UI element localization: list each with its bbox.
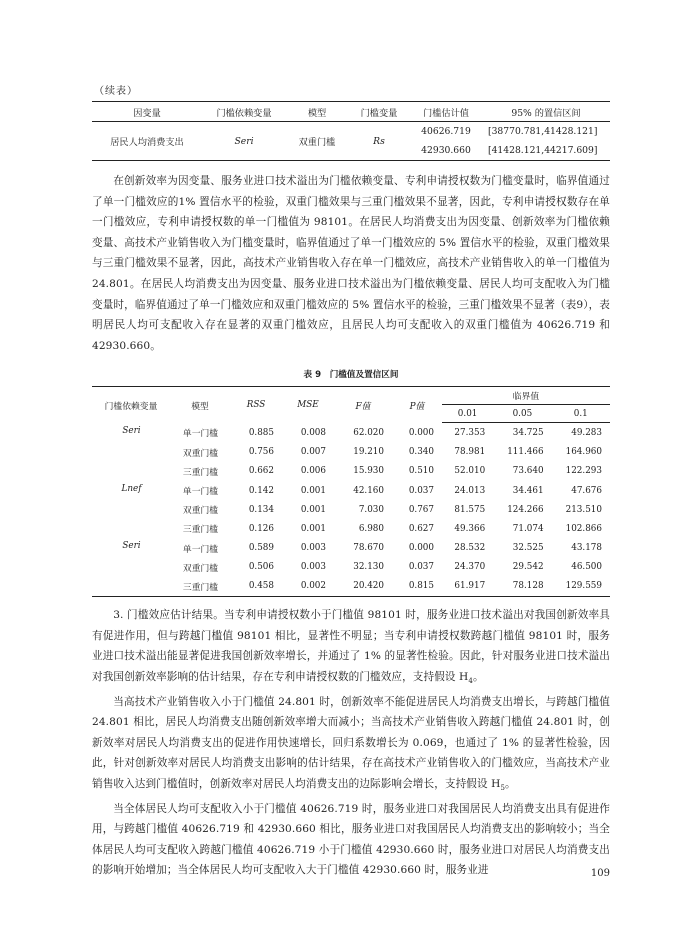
cell-f: 32.130	[353, 562, 384, 573]
cell-crit-005: 111.466	[507, 447, 544, 458]
cell-rss: 0.126	[248, 523, 274, 534]
header-critical: 临界值	[442, 387, 610, 405]
cell-mse: 0.002	[300, 581, 326, 592]
table-row	[92, 519, 610, 538]
cell-crit-01: 47.676	[571, 485, 602, 496]
header-dependent: 因变量	[92, 102, 202, 122]
cell-crit-005: 32.525	[512, 543, 544, 554]
cell-mse: 0.003	[300, 562, 326, 573]
header-f: F值	[355, 401, 371, 412]
cell-dependent: 居民人均消费支出	[110, 137, 184, 148]
header-rss: RSS	[246, 400, 266, 411]
cell-crit-001: 78.981	[454, 447, 486, 458]
cell-crit-001: 52.010	[454, 466, 486, 477]
cell-rss: 0.506	[248, 562, 274, 573]
paragraph-2	[92, 605, 610, 691]
table9-caption: 表 9 门槛值及置信区间	[303, 370, 399, 381]
header-crit-005: 0.05	[493, 405, 551, 423]
cell-crit-005: 124.266	[507, 504, 544, 515]
cell-crit-01: 43.178	[571, 543, 602, 554]
cell-f: 62.020	[353, 427, 384, 438]
cell-rss: 0.589	[248, 543, 274, 554]
cell-crit-001: 24.013	[454, 485, 486, 496]
cell-crit-005: 78.128	[512, 581, 544, 592]
cell-ci: [41428.121,44217.609]	[488, 145, 598, 156]
cell-crit-001: 49.366	[454, 523, 486, 534]
cell-model: 双重门槛	[182, 448, 219, 459]
cell-mse: 0.001	[300, 485, 326, 496]
cell-crit-001: 24.370	[454, 562, 486, 573]
cell-model: 三重门槛	[182, 525, 219, 536]
cell-f: 6.980	[358, 523, 384, 534]
cell-model: 双重门槛	[182, 563, 219, 574]
continued-label: （续表）	[94, 86, 138, 97]
cell-f: 19.210	[353, 447, 384, 458]
cell-model: 双重门槛	[182, 506, 219, 517]
cell-p: 0.000	[408, 543, 434, 554]
table9-header-row	[92, 387, 610, 405]
cell-mse: 0.007	[300, 447, 326, 458]
table-row	[92, 481, 610, 500]
cell-threshold-var: Rs	[373, 135, 385, 147]
header-model: 模型	[286, 102, 348, 122]
cell-mse: 0.001	[300, 523, 326, 534]
cell-dep-var: Seri	[122, 425, 141, 436]
cell-model: 三重门槛	[182, 467, 219, 478]
cell-dep-var: Lnef	[121, 483, 142, 494]
cell-crit-005: 71.074	[512, 523, 544, 534]
paragraph-2-end: 。	[472, 670, 484, 683]
cell-f: 42.160	[353, 485, 384, 496]
cell-p: 0.340	[408, 447, 434, 458]
header-dependent-var: 门槛依赖变量	[202, 102, 286, 122]
cell-rss: 0.134	[248, 504, 274, 515]
cell-estimate: 42930.660	[421, 145, 471, 156]
cell-crit-001: 28.532	[454, 543, 486, 554]
cell-crit-01: 129.559	[565, 581, 602, 592]
cell-dep-var: Seri	[122, 541, 141, 552]
cell-crit-005: 73.640	[512, 466, 544, 477]
header-model: 模型	[191, 401, 209, 412]
paragraph-2-sub: 4	[468, 676, 473, 685]
header-mse: MSE	[297, 400, 319, 411]
cell-mse: 0.006	[300, 466, 326, 477]
cell-crit-01: 46.500	[571, 562, 602, 573]
page-number: 109	[590, 868, 610, 879]
cell-f: 7.030	[358, 504, 384, 515]
header-threshold-var: 门槛变量	[348, 102, 410, 122]
table-row	[92, 443, 610, 462]
cell-crit-005: 34.725	[512, 427, 544, 438]
cell-estimate: 40626.719	[421, 126, 471, 137]
header-estimate: 门槛估计值	[410, 102, 482, 122]
cell-crit-01: 213.510	[565, 504, 602, 515]
cell-rss: 0.662	[248, 466, 274, 477]
table-row	[92, 462, 610, 481]
cell-rss: 0.885	[248, 427, 274, 438]
table-continued	[92, 101, 610, 161]
table9	[92, 386, 610, 597]
cell-crit-001: 81.575	[454, 504, 486, 515]
cell-p: 0.000	[408, 427, 434, 438]
cell-model: 单一门槛	[182, 487, 219, 497]
cell-mse: 0.001	[300, 504, 326, 515]
cell-crit-01: 122.293	[565, 466, 602, 477]
cell-rss: 0.142	[248, 485, 274, 496]
cell-p: 0.510	[408, 466, 434, 477]
paragraph-3	[92, 692, 610, 799]
table-row	[92, 538, 610, 557]
cell-model: 三重门槛	[182, 582, 219, 593]
paragraph-3-sub: 5	[500, 784, 506, 792]
paragraph-2-text: 3. 门槛效应估计结果。当专利申请授权数小于门槛值 98101 时，服务业进口技术溢出对我国创新效率具有促进作用，但与跨越门槛值 98101 相比，显著性不明显；当专利申请授权数跨越门槛值 98101 时，服务业进口技术溢出能显著促进我国创新效率增长，并通过了 1% 的显著性检验。因此，针对服务业进口技术溢出对我国创新效率影响的估计结果，存在专利申请授权数的门槛效应，支持假设 H	[92, 609, 610, 683]
page-content	[92, 82, 610, 881]
header-p: P值	[409, 401, 425, 412]
header-dep-var: 门槛依赖变量	[104, 401, 158, 412]
paragraph-4: 当全体居民人均可支配收入小于门槛值 40626.719 时，服务业进口对我国居民人均消费支出具有促进作用，与跨越门槛值 40626.719 和 42930.660 相比，服务业进口对我国居民人均消费支出的影响较小；当全体居民人均可支配收入跨越门槛值 40626.719 小于门槛值 42930.660 时，服务业进口对居民人均消费支出的影响开始增加；当全体居民人均可支配收入大于门槛值 42930.660 时，服务业进	[92, 802, 610, 877]
paragraph-3-end: 。	[505, 777, 516, 790]
cell-crit-01: 164.960	[565, 447, 602, 458]
cell-model: 单一门槛	[182, 544, 219, 555]
cell-p: 0.037	[408, 485, 434, 496]
cell-p: 0.815	[408, 581, 434, 592]
cell-p: 0.037	[408, 562, 434, 573]
header-crit-001: 0.01	[442, 405, 493, 423]
cell-crit-01: 49.283	[571, 427, 602, 438]
cell-model: 双重门槛	[298, 137, 336, 148]
cell-rss: 0.756	[248, 447, 274, 458]
cell-p: 0.767	[408, 504, 434, 515]
cell-p: 0.627	[408, 523, 434, 534]
table-row	[92, 558, 610, 577]
table1-header-row	[92, 102, 610, 122]
paragraph-3-text: 当高技术产业销售收入小于门槛值 24.801 时，创新效率不能促进居民人均消费支出增长，与跨越门槛值 24.801 相比，居民人均消费支出随创新效率增大而减小；当高技术产业销售收入跨越门槛值 24.801 时，创新效率对居民人均消费支出的促进作用快速增长，回归系数增长为 0.069，也通过了 1% 的显著性检验，因此，针对创新效率对居民人均消费支出影响的估计结果，存在高技术产业销售收入的门槛效应，当高技术产业销售收入达到门槛值时，创新效率对居民人均消费支出的边际影响会增长，支持假设 H	[92, 695, 610, 790]
cell-f: 15.930	[353, 466, 384, 477]
table-row	[92, 423, 610, 443]
cell-crit-001: 61.917	[454, 581, 486, 592]
cell-f: 20.420	[353, 581, 384, 592]
cell-rss: 0.458	[248, 581, 274, 592]
header-ci: 95% 的置信区间	[482, 102, 610, 122]
table-row	[92, 500, 610, 519]
table-row	[92, 577, 610, 597]
table-row	[92, 122, 610, 142]
paragraph-1: 在创新效率为因变量、服务业进口技术溢出为门槛依赖变量、专利申请授权数为门槛变量时，临界值通过了单一门槛效应的1% 置信水平的检验，双重门槛效果与三重门槛效果不显著，因此，专利申请授权数存在单一门槛效应，专利申请授权数的单一门槛值为 98101。在居民人均消费支出为因变量、创新效率为门槛依赖变量、高技术产业销售收入为门槛变量时，临界值通过了单一门槛效应的 5% 置信水平的检验，双重门槛效果与三重门槛效果不显著，因此，高技术产业销售收入存在单一门槛效应，高技术产业销售收入的单一门槛值为 24.801。在居民人均消费支出为因变量、服务业进口技术溢出为门槛依赖变量、居民人均可支配收入为门槛变量时，临界值通过了单一门槛效应和双重门槛效应的 5% 置信水平的检验，三重门槛效果不显著（表9），表明居民人均可支配收入存在显著的双重门槛效应，且居民人均可支配收入的双重门槛值为 40626.719 和 42930.660。	[92, 175, 610, 352]
cell-crit-005: 29.542	[512, 562, 544, 573]
cell-crit-01: 102.866	[565, 523, 602, 534]
header-crit-01: 0.1	[552, 405, 610, 423]
cell-crit-001: 27.353	[454, 427, 486, 438]
cell-mse: 0.008	[300, 427, 326, 438]
cell-model: 单一门槛	[182, 429, 219, 440]
cell-mse: 0.003	[300, 543, 326, 554]
cell-f: 78.670	[353, 543, 384, 554]
cell-ci: [38770.781,41428.121]	[488, 126, 598, 137]
cell-crit-005: 34.461	[512, 485, 544, 496]
cell-dependent-var: Seri	[234, 135, 254, 147]
